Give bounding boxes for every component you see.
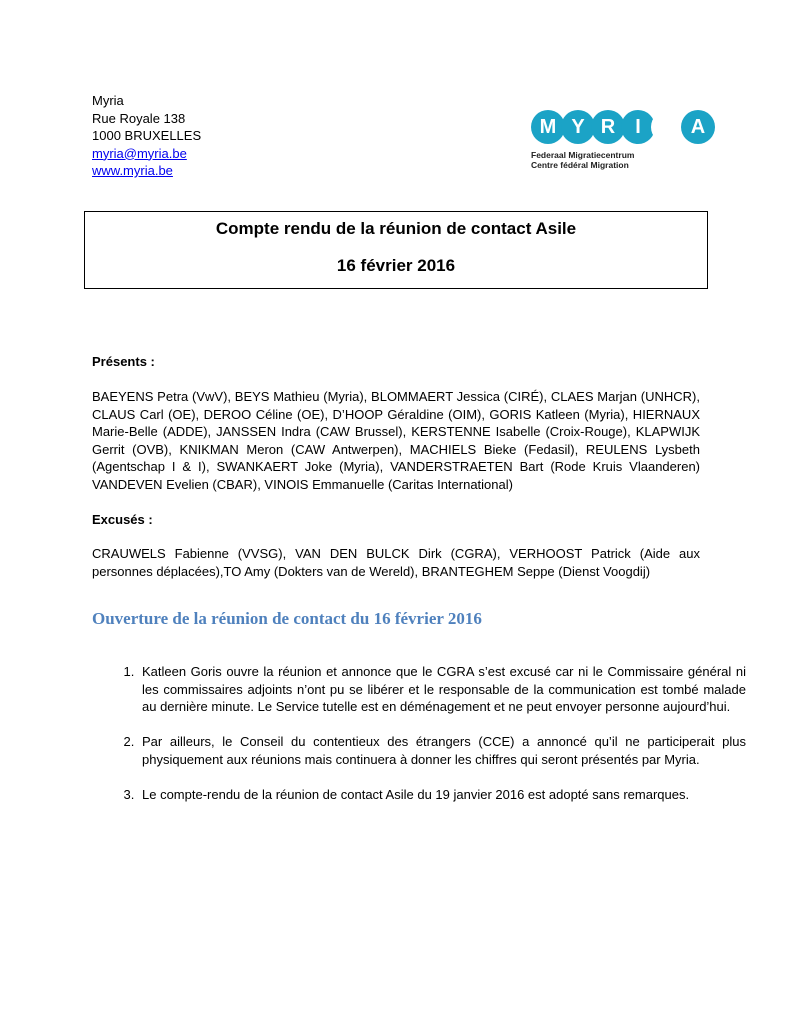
logo-letter: A [681, 110, 715, 144]
list-item: 1. Katleen Goris ouvre la réunion et annonce que le CGRA s’est excusé car ni le Commissaire général ni les commissaires adjoints n’ont pu se libérer et le responsable de la communication est tombé malade au dernière minute. Le Service tutelle est en déménagement et ne peut envoyer personne aujourd’hui. [138, 663, 746, 716]
logo-gap [651, 110, 685, 144]
list-item: 2. Par ailleurs, le Conseil du contentieux des étrangers (CCE) a annoncé qu’il ne participerait plus physiquement aux réunions mais continuera à donner les chiffres qui seront présentés par Myria. [138, 733, 746, 768]
list-item: 3. Le compte-rendu de la réunion de contact Asile du 19 janvier 2016 est adopté sans remarques. [138, 786, 746, 804]
logo-letter: Y [561, 110, 595, 144]
logo-letter: I [621, 110, 655, 144]
email-link[interactable]: myria@myria.be [92, 145, 187, 161]
logo-letter: R [591, 110, 625, 144]
excuses-list: CRAUWELS Fabienne (VVSG), VAN DEN BULCK Dirk (CGRA), VERHOOST Patrick (Aide aux personnes déplacées),TO Amy (Dokters van de Wereld), BRANTEGHEM Seppe (Dienst Voogdij) [92, 546, 700, 579]
website-link[interactable]: www.myria.be [92, 163, 173, 178]
logo-line2: Centre fédéral Migration [531, 160, 629, 170]
excuses-label: Excusés : [92, 512, 153, 527]
myria-logo [531, 110, 711, 170]
logo-letter: M [531, 110, 565, 144]
document-date: 16 février 2016 [336, 256, 456, 275]
presents-label: Présents : [92, 354, 155, 369]
presents-list: BAEYENS Petra (VwV), BEYS Mathieu (Myria), BLOMMAERT Jessica (CIRÉ), CLAES Marjan (UNHCR), CLAUS Carl (OE), DEROO Céline (OE), D’HOOP Géraldine (OIM), GORIS Katleen (Myria), HIERNAUX Marie-Belle (ADDE), JANSSEN Indra (CAW Brussel), KERSTENNE Isabelle (Croix-Rouge), KLAPWIJK Gerrit (OVB), KNIKMAN Meron (CAW Antwerpen), MACHIELS Bieke (Fedasil), REULENS Lysbeth (Agentschap I & I), SWANKAERT Joke (Myria), VANDERSTRAETEN Bart (Rode Kruis Vlaanderen) VANDEVEN Evelien (CBAR), VINOIS Emmanuelle (Caritas International) [92, 389, 700, 492]
document-title: Compte rendu de la réunion de contact Asile [215, 219, 577, 238]
city: 1000 BRUXELLES [92, 128, 202, 143]
title-box [84, 211, 708, 289]
address-block [92, 92, 201, 180]
agenda-list [92, 663, 746, 821]
section-heading: Ouverture de la réunion de contact du 16 février 2016 [92, 609, 482, 628]
logo-line1: Federaal Migratiecentrum [531, 150, 635, 160]
street: Rue Royale 138 [92, 110, 186, 126]
org-name: Myria [92, 93, 124, 108]
